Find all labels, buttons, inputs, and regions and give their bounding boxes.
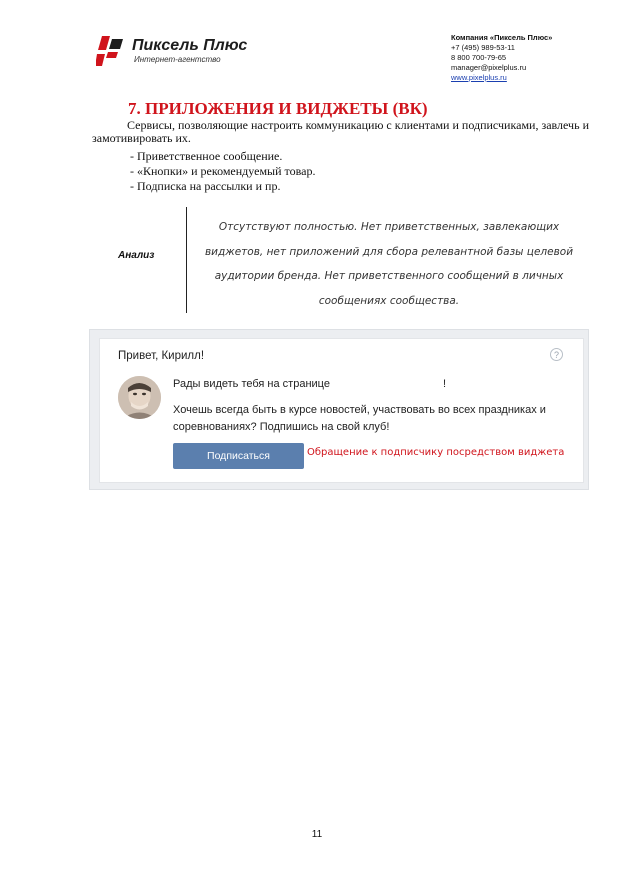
help-icon[interactable]: ? bbox=[550, 348, 563, 361]
email-address: manager@pixelplus.ru bbox=[451, 63, 527, 72]
analysis-text: Отсутствуют полностью. Нет приветственных, завлекающих виджетов, нет приложений для сбора релевантной базы целевой аудитории бренда. Нет приветственного сообщений в личных сообщениях сообщества. bbox=[204, 221, 574, 307]
feature-list-item: - Приветственное сообщение. bbox=[130, 149, 283, 163]
section-title: 7. ПРИЛОЖЕНИЯ И ВИДЖЕТЫ (ВК) bbox=[128, 99, 428, 118]
page-number: 11 bbox=[311, 829, 323, 840]
website-link[interactable]: www.pixelplus.ru bbox=[451, 73, 507, 82]
phone-number: +7 (495) 989-53-11 bbox=[451, 43, 515, 52]
feature-list-item: - «Кнопки» и рекомендуемый товар. bbox=[130, 164, 316, 178]
widget-welcome-text: Рады видеть тебя на странице bbox=[173, 378, 330, 390]
contact-block bbox=[451, 33, 552, 83]
logo-name: Пиксель Плюс bbox=[132, 37, 248, 54]
section-intro: Сервисы, позволяющие настроить коммуникацию с клиентами и подписчиками, завлечь и замотивировать их. bbox=[92, 118, 589, 145]
logo-mark-icon bbox=[96, 36, 126, 68]
widget-welcome-end: ! bbox=[443, 378, 447, 390]
widget-invite-text: Хочешь всегда быть в курсе новостей, участвовать во всех праздниках и соревнованиях? Подпишись на свой клуб! bbox=[173, 404, 546, 433]
analysis-divider bbox=[186, 207, 187, 313]
logo-tagline: Интернет-агентство bbox=[134, 55, 221, 64]
widget-caption: Обращение к подписчику посредством виджета bbox=[307, 447, 565, 458]
avatar bbox=[118, 376, 161, 419]
feature-list bbox=[130, 149, 315, 194]
feature-list-item: - Подписка на рассылки и пр. bbox=[130, 179, 281, 193]
phone-number-toll-free: 8 800 700-79-65 bbox=[451, 53, 507, 62]
vk-welcome-widget bbox=[99, 338, 584, 483]
widget-welcome-line bbox=[173, 378, 446, 390]
company-name: Компания «Пиксель Плюс» bbox=[451, 33, 553, 42]
analysis-label: Анализ bbox=[118, 250, 155, 261]
company-logo bbox=[96, 36, 276, 70]
subscribe-button[interactable]: Подписаться bbox=[173, 443, 304, 469]
avatar-photo-icon bbox=[118, 376, 161, 419]
widget-greeting: Привет, Кирилл! bbox=[118, 350, 205, 362]
